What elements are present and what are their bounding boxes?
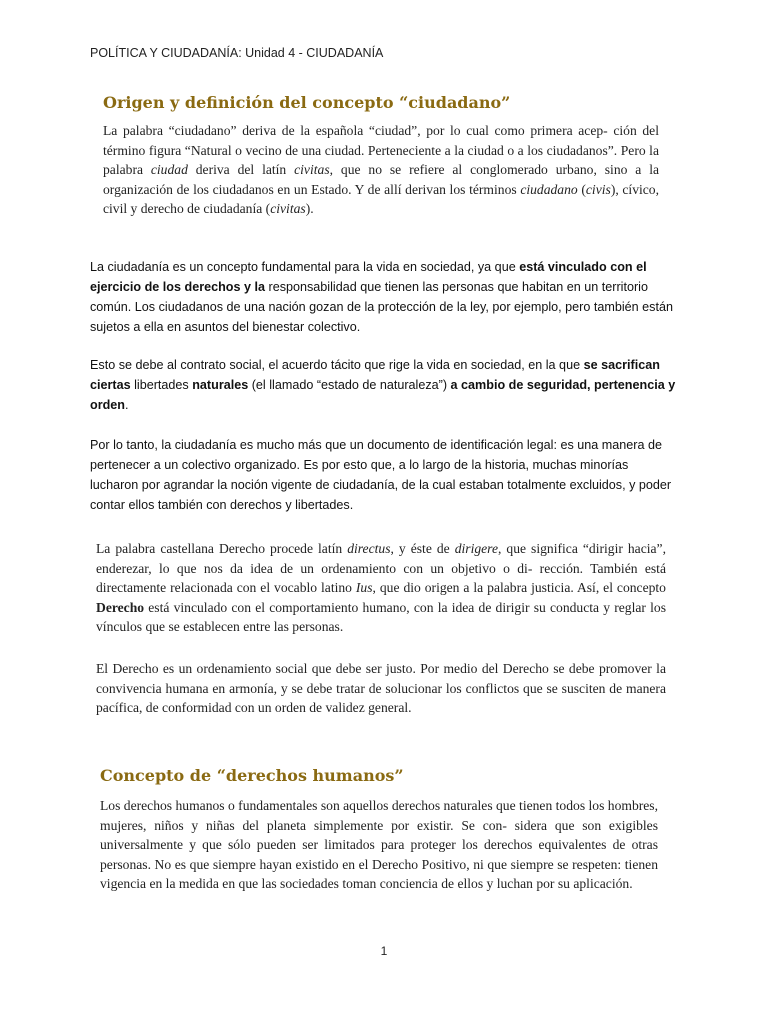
page-header: POLÍTICA Y CIUDADANÍA: Unidad 4 - CIUDADANÍA: [90, 46, 384, 60]
paragraph-origen-ciudadano: La palabra “ciudadano” deriva de la española “ciudad”, por lo cual como primera acep- ción del término figura “Natural o vecino de una ciudad. Perteneciente a la ciudad o a los ciudadanos”. Pero la palabra ciudad deriva del latín civitas, que no se refiere al conglomerado urbano, sino a la organización de los ciudadanos en un Estado. Y de allí derivan los términos ciudadano (civis), cívico, civil y derecho de ciudadanía (civitas).: [103, 123, 660, 216]
paragraph-derecho-justo: El Derecho es un ordenamiento social que debe ser justo. Por medio del Derecho se debe promover la convivencia humana en armonía, y se debe tratar de solucionar los conflictos que se susciten de manera pacífica, de conformidad con un orden de validez general.: [96, 661, 666, 715]
paragraph-derechos-humanos: Los derechos humanos o fundamentales son aquellos derechos naturales que tienen todos los hombres, mujeres, niños y niñas del planeta simplemente por existir. Se con- sidera que son exigibles universalmente y que sólo pueden ser limitados para proteger los derechos equivalentes de otras personas. No es que siempre hayan existido en el Derecho Positivo, ni que siempre se respeten: tienen vigencia en la medida en que las sociedades toman conciencia de ellos y luchan por su aplicación.: [100, 798, 658, 891]
page-number: 1: [380, 944, 388, 958]
section-title-ciudadano: Origen y definición del concepto “ciudadano”: [103, 93, 511, 112]
paragraph-origen-derecho: La palabra castellana Derecho procede latín directus, y éste de dirigere, que significa “dirigir hacia”, enderezar, lo que nos da idea de un ordenamiento con un objetivo o di- rección. También está directamente relacionada con el vocablo latino Ius, que dio origen a la palabra justicia. Así, el concepto Derecho está vinculado con el comportamiento humano, con la idea de dirigir su conducta y reglar los vínculos que se establecen entre las personas.: [96, 541, 666, 634]
section-title-derechos-humanos: Concepto de “derechos humanos”: [100, 766, 404, 785]
paragraph-pertenencia: Por lo tanto, la ciudadanía es mucho más que un documento de identificación legal: es una manera de pertenecer a un colectivo organizado. Es por esto que, a lo largo de la historia, muchas minorías lucharon por agrandar la noción vigente de ciudadanía, de la cual estaban totalmente excluidos, y poder contar ellos también con derechos y libertades.: [90, 438, 672, 512]
paragraph-contrato-social: Esto se debe al contrato social, el acuerdo tácito que rige la vida en sociedad, en la que se sacrifican ciertas libertades naturales (el llamado “estado de naturaleza”) a cambio de seguridad, pertenencia y orden.: [90, 358, 676, 412]
paragraph-ciudadania-concepto: La ciudadanía es un concepto fundamental para la vida en sociedad, ya que está vinculado con el ejercicio de los derechos y la responsabilidad que tienen las personas que habitan en un territorio común. Los ciudadanos de una nación gozan de la protección de la ley, por ejemplo, pero también están sujetos a ella en asuntos del bienestar colectivo.: [90, 260, 673, 334]
